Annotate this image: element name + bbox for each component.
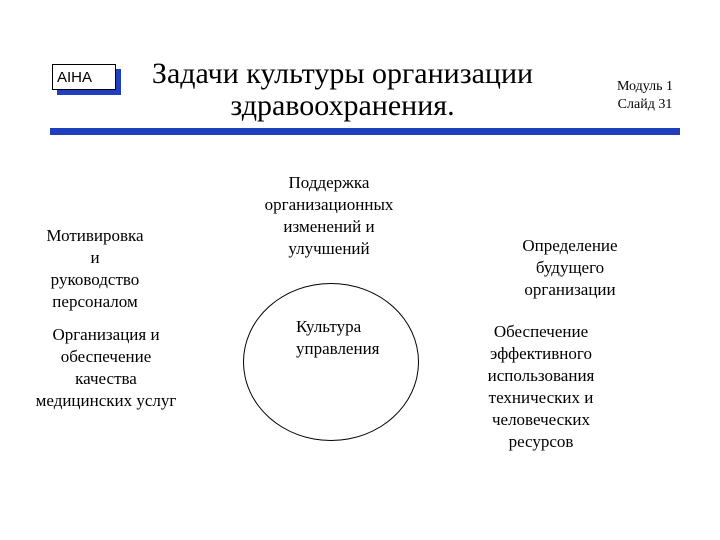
left-bottom-node-line: медицинских услуг — [35, 391, 177, 410]
top-node — [244, 172, 414, 260]
right-top-node — [500, 235, 640, 301]
top-node-line: организационных — [264, 195, 394, 214]
left-bottom-node-line: обеспечение — [60, 347, 152, 366]
slide-number-label: Слайд 31 — [617, 97, 673, 112]
center-circle — [243, 283, 419, 441]
right-bottom-node-line: технических и — [488, 388, 594, 407]
center-node — [296, 316, 380, 360]
left-bottom-node — [18, 324, 194, 412]
center-node-line: Культура — [296, 317, 362, 336]
slide-title-line-1: Задачи культуры организации — [151, 57, 534, 90]
right-bottom-node-line: ресурсов — [508, 432, 574, 451]
right-bottom-node — [466, 321, 616, 453]
left-top-node-line: персоналом — [52, 292, 138, 311]
left-top-node — [20, 225, 170, 313]
left-top-node-line: и — [90, 248, 100, 267]
aiha-logo: AIHA — [52, 64, 116, 90]
left-bottom-node-line: качества — [75, 369, 137, 388]
right-top-node-line: будущего — [535, 258, 605, 277]
top-node-line: изменений и — [283, 217, 375, 236]
right-bottom-node-line: Обеспечение — [493, 322, 589, 341]
header-divider — [50, 128, 680, 135]
center-node-line: управления — [296, 339, 380, 358]
left-bottom-node-line: Организация и — [52, 325, 160, 344]
top-node-line: улучшений — [288, 239, 370, 258]
left-top-node-line: Мотивировка — [46, 226, 144, 245]
right-top-node-line: организации — [524, 280, 616, 299]
slide-title-line-2: здравоохранения. — [230, 89, 455, 122]
top-node-line: Поддержка — [288, 173, 370, 192]
right-bottom-node-line: человеческих — [491, 410, 591, 429]
left-top-node-line: руководство — [50, 270, 140, 289]
right-bottom-node-line: эффективного — [490, 344, 592, 363]
module-slide-label — [590, 78, 700, 114]
module-label: Модуль 1 — [616, 79, 674, 94]
right-bottom-node-line: использования — [487, 366, 595, 385]
right-top-node-line: Определение — [522, 236, 618, 255]
slide-title — [125, 58, 560, 122]
